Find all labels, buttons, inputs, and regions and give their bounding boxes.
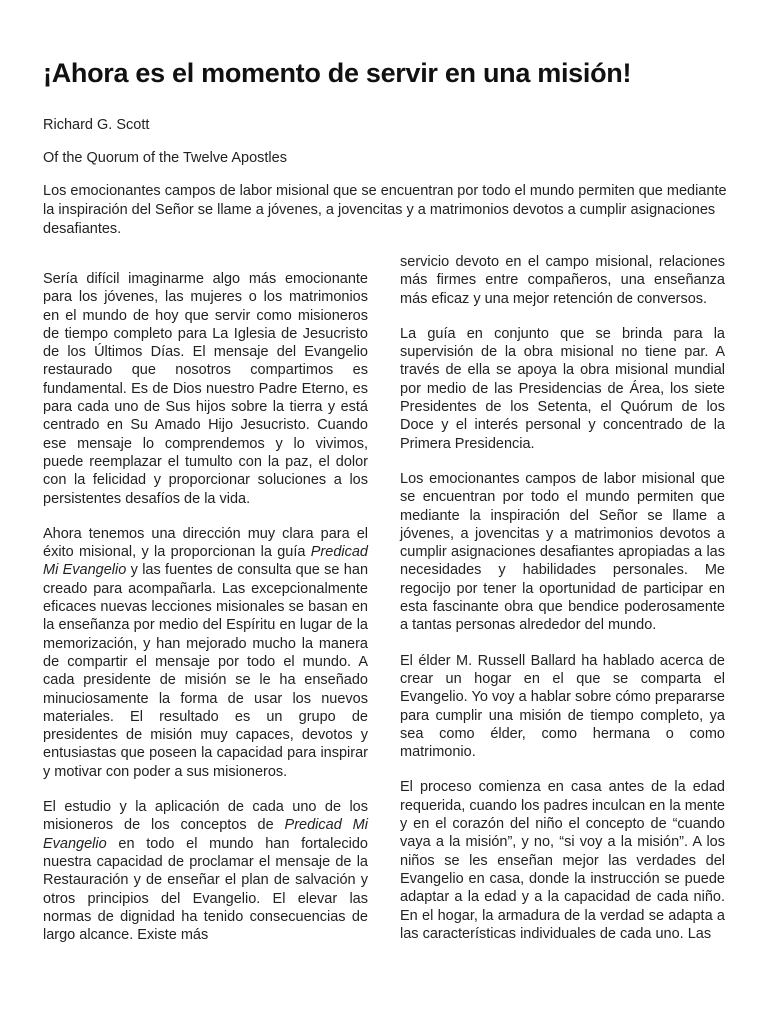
- paragraph-text: Ahora tenemos una dirección muy clara para el éxito misional, y la proporcionan la guía: [43, 525, 368, 561]
- paragraph: Los emocionantes campos de labor misional que se encuentran por todo el mundo permiten que mediante la inspiración del Señor se llame a jóvenes, a jovencitas y a matrimonios devotos a cumplir asignaciones desafiantes apropiadas a las necesidades y habilidades personales. Me regocijo por tener la oportunidad de participar en esta fascinante obra que bendice poderosamente a tantas personas alrededor del mundo.: [400, 470, 725, 634]
- author-name: Richard G. Scott: [43, 117, 150, 133]
- paragraph: El proceso comienza en casa antes de la edad requerida, cuando los padres inculcan en la mente y en el corazón del niño el concepto de “cuando vaya a la misión”, y no, “si voy a la misión”. A los niños se les enseñan mejor las verdades del Evangelio en casa, donde la instrucción se puede adaptar a la edad y a la capacidad de cada niño. En el hogar, la armadura de la verdad se adapta a las características individuales de cada uno. Las: [400, 779, 725, 942]
- paragraph: La guía en conjunto que se brinda para la supervisión de la obra misional no tiene par. A través de ella se apoya la obra misional mundial por medio de las Presidencias de Área, los siete Presidentes de los Setenta, el Quórum de los Doce y el interés personal y concentrado de la Primera Presidencia.: [400, 325, 725, 452]
- lead-paragraph: Los emocionantes campos de labor misional que se encuentran por todo el mundo permiten que mediante la inspiración del Señor se llame a jóvenes, a jovencitas y a matrimonios devotos a cumplir asignaciones desafiantes.: [43, 183, 727, 237]
- right-column: [400, 253, 725, 943]
- paragraph-text: y las fuentes de consulta que se han creado para acompañarla. Las excepcionalmente eficaces nuevas lecciones misionales se basan en la enseñanza por medio del Espíritu en lugar de la memorización, y han mejorado mucho la manera de compartir el mensaje por todo el mundo. A cada presidente de misión se le ha enseñado minuciosamente la forma de usar los nuevos materiales. El resultado es un grupo de presidentes de misión muy capaces, devotos y entusiastas que poseen la capacidad para inspirar y motivar con poder a sus misioneros.: [43, 562, 369, 780]
- paragraph-text: El estudio y la aplicación de cada uno de los misioneros de los conceptos de: [43, 799, 368, 834]
- book-title: Predicad Mi Evangelio: [43, 817, 368, 852]
- left-column: [43, 270, 368, 944]
- book-title: Predicad Mi Evangelio: [43, 544, 368, 579]
- author-role: Of the Quorum of the Twelve Apostles: [43, 150, 287, 166]
- paragraph: El élder M. Russell Ballard ha hablado acerca de crear un hogar en el que se comparta el Evangelio. Yo voy a hablar sobre cómo prepararse para cumplir una misión de tiempo completo, ya sea como élder, como hermana o como matrimonio.: [400, 652, 725, 761]
- paragraph: [43, 798, 368, 944]
- paragraph: servicio devoto en el campo misional, relaciones más firmes entre compañeros, una enseñanza más eficaz y una mejor retención de conversos.: [400, 254, 725, 307]
- page-title: ¡Ahora es el momento de servir en una misión!: [43, 58, 632, 88]
- paragraph: Sería difícil imaginarme algo más emocionante para los jóvenes, las mujeres o los matrimonios en el mundo de hoy que servir como misioneros de tiempo completo para La Iglesia de Jesucristo de los Últimos Días. El mensaje del Evangelio restaurado que nosotros compartimos es fundamental. Es de Dios nuestro Padre Eterno, es para cada uno de Sus hijos sobre la tierra y está centrado en Su Amado Hijo Jesucristo. Cuando ese mensaje lo comprendemos y lo vivimos, puede reemplazar el tumulto con la paz, el dolor con la felicidad y proporcionar soluciones a los persistentes desafíos de la vida.: [43, 271, 368, 507]
- paragraph: [43, 525, 368, 781]
- paragraph-text: en todo el mundo han fortalecido nuestra capacidad de proclamar el mensaje de la Restauración y de enseñar el plan de salvación y otros principios del Evangelio. El elevar las normas de dignidad ha tenido consecuencias de largo alcance. Existe más: [43, 835, 368, 944]
